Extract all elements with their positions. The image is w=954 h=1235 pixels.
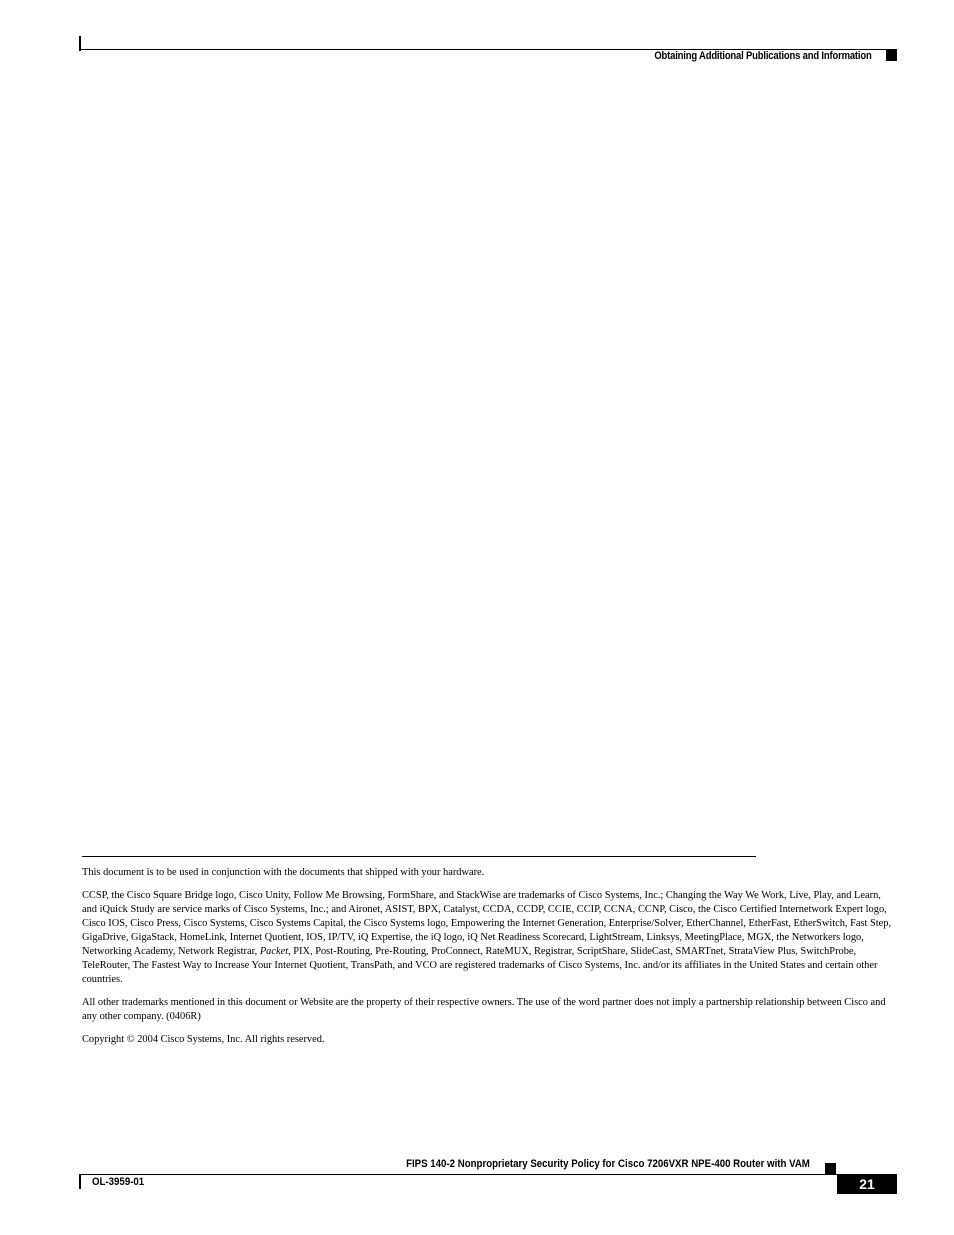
footer-marker-block (825, 1163, 836, 1174)
header-section-title: Obtaining Additional Publications and Information (654, 50, 872, 62)
legal-separator-rule (82, 856, 756, 857)
other-trademarks-paragraph: All other trademarks mentioned in this document or Website are the property of their respective owners. The use of the word partner does not imply a partnership relationship between Cisco and any other company. (0406R) (82, 997, 886, 1022)
footer-document-number: OL-3959-01 (92, 1176, 145, 1188)
legal-notice-block (82, 866, 894, 1056)
copyright-line: Copyright © 2004 Cisco Systems, Inc. All rights reserved. (82, 1034, 325, 1045)
trademarks-text-start: CCSP, the Cisco Square Bridge logo, Cisco Unity, Follow Me Browsing, FormShare, and StackWise are trademarks of Cisco Systems, Inc.; Changing the Way We Work, Live, Play, and Learn, and iQuick Study are service marks of Cisco Systems, Inc.; and Aironet, ASIST, BPX, Catalyst, CCDA, CCDP, CCIE, CCIP, CCNA, CCNP, Cisco, the Cisco Certified Internetwork Expert logo, Cisco IOS, Cisco Press, Cisco Systems, Cisco Systems Capital, the Cisco Systems logo, Empowering the Internet Generation, Enterprise/Solver, EtherChannel, EtherFast, EtherSwitch, Fast Step, GigaDrive, GigaStack, HomeLink, Internet Quotient, IOS, IP/TV, iQ Expertise, the iQ logo, iQ Net Readiness Scorecard, LightStream, Linksys, MeetingPlace, MGX, the Networkers logo, Networking Academy, Network Registrar, (82, 890, 892, 957)
footer-rule (79, 1174, 897, 1175)
footer-document-title: FIPS 140-2 Nonproprietary Security Policy for Cisco 7206VXR NPE-400 Router with VAM (406, 1158, 810, 1170)
trademarks-text-end: , PIX, Post-Routing, Pre-Routing, ProConnect, RateMUX, Registrar, ScriptShare, SlideCast, SMARTnet, StrataView Plus, SwitchProbe, TeleRouter, The Fastest Way to Increase Your Internet Quotient, TransPath, and VCO are registered trademarks of Cisco Systems, Inc. and/or its affiliates in the United States and certain other countries. (82, 946, 878, 985)
usage-note: This document is to be used in conjunction with the documents that shipped with your hardware. (82, 867, 485, 878)
header-marker-block (886, 50, 897, 61)
trademarks-paragraph (82, 889, 894, 987)
footer-left-bar (79, 1174, 81, 1189)
trademarks-italic-term: Packet (259, 946, 289, 957)
page-number-badge: 21 (837, 1175, 897, 1194)
